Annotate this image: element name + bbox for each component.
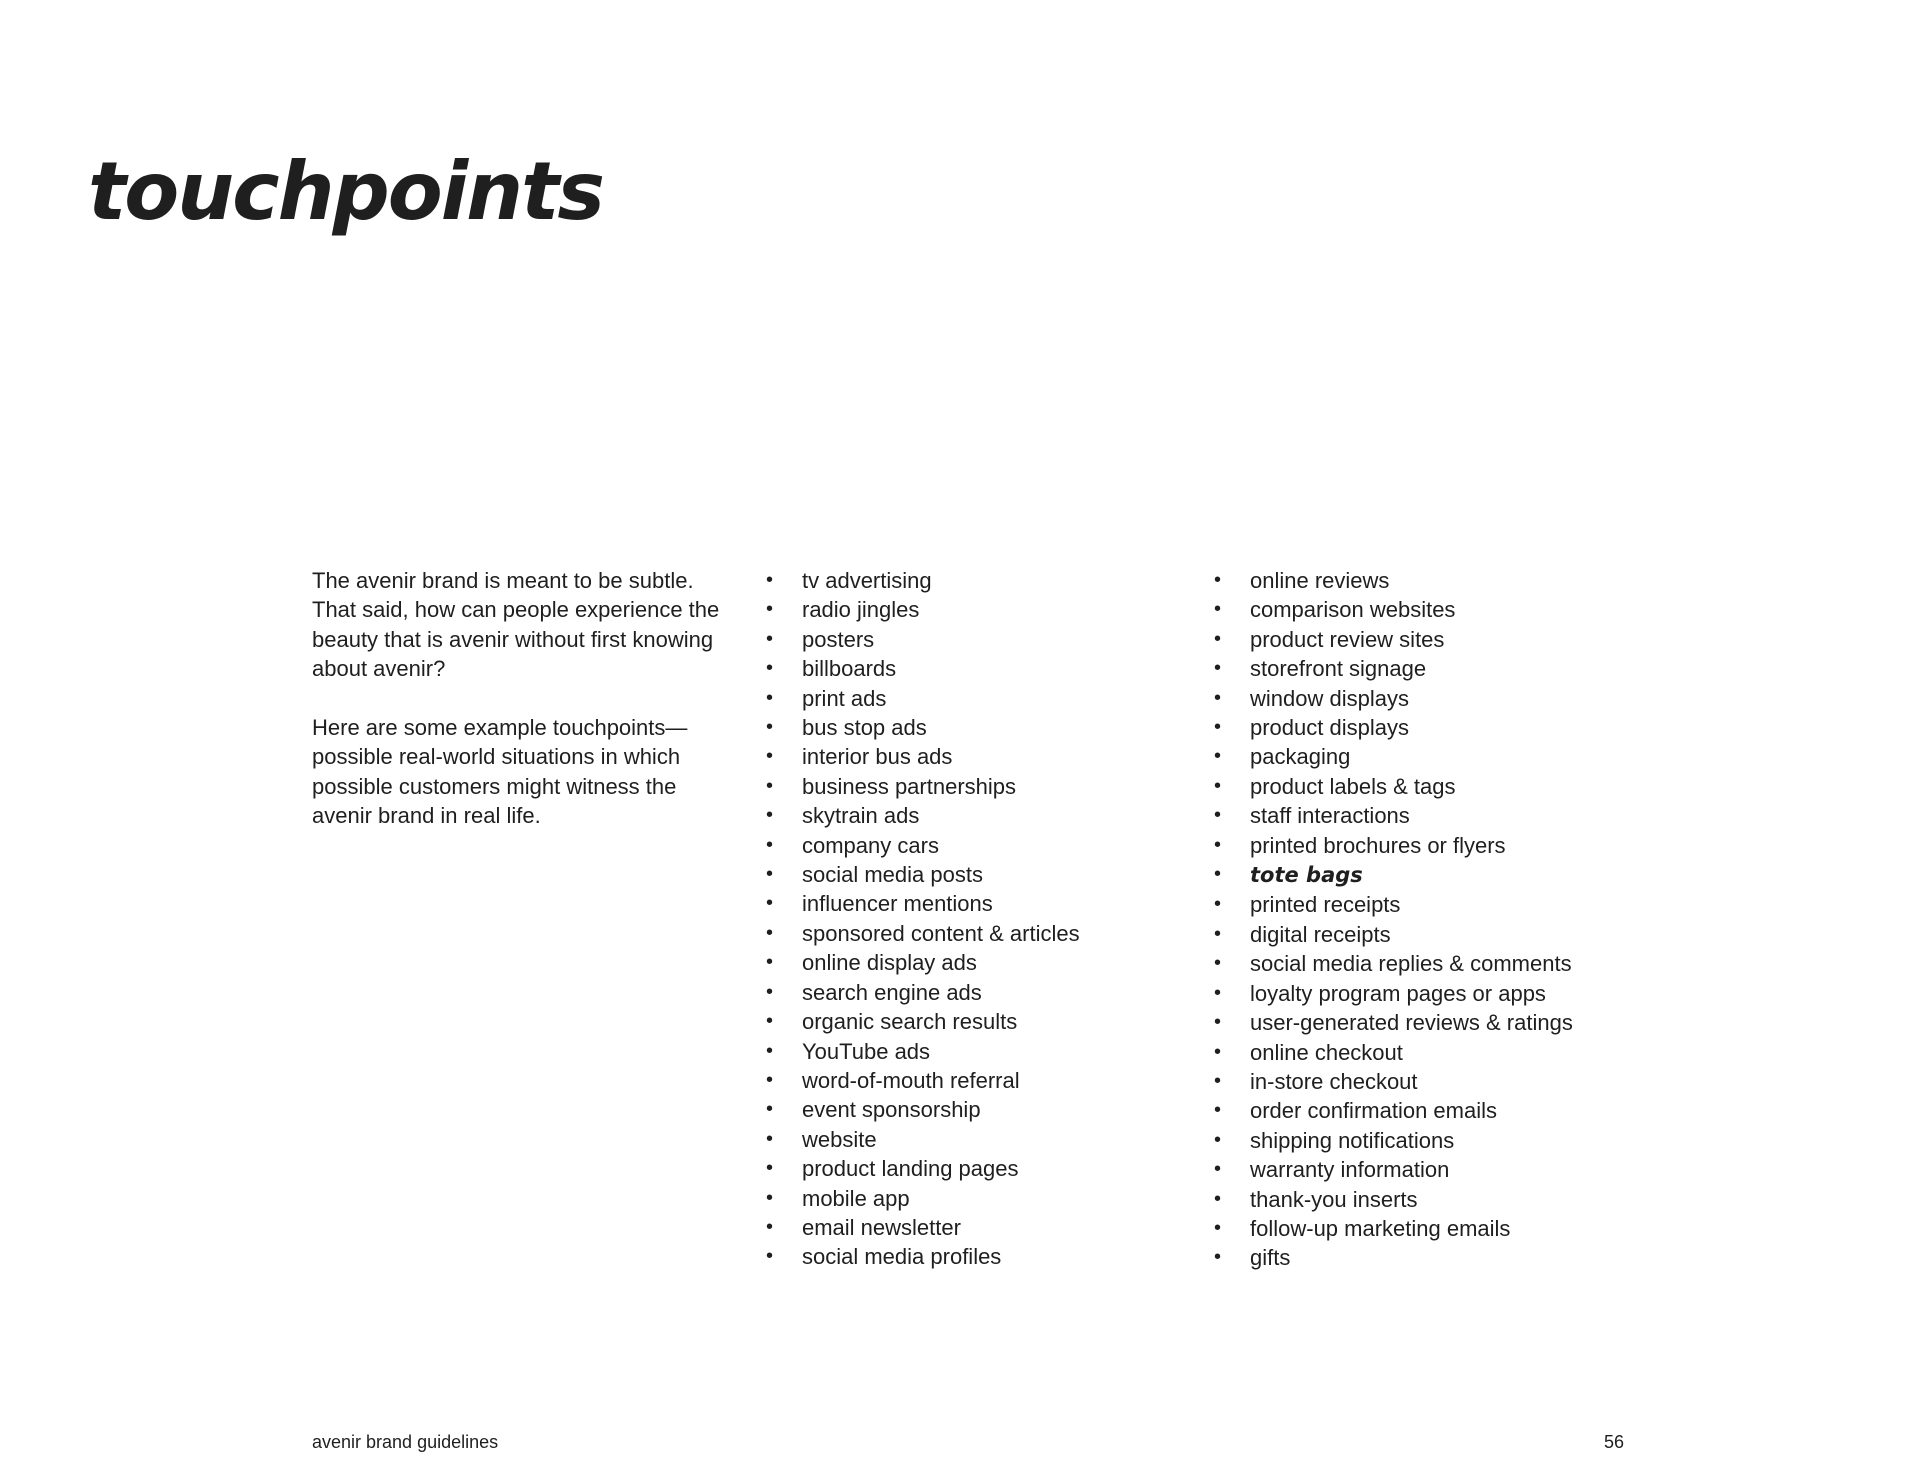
bullet-icon: •: [1214, 1040, 1222, 1063]
bullet-icon: •: [1214, 1128, 1222, 1151]
list-item: [1214, 949, 1634, 978]
list-item: [766, 1184, 1166, 1213]
intro-paragraph: Here are some example touchpoints—possible real-world situations in which possible customers might witness the avenir brand in real life.: [312, 715, 688, 829]
list-item-label: tv advertising: [802, 568, 932, 593]
list-item-label: organic search results: [802, 1009, 1018, 1035]
list-item: [766, 978, 1166, 1007]
bullet-icon: •: [766, 1127, 774, 1150]
list-item-label: social media posts: [802, 862, 983, 888]
list-item-label: product landing pages: [802, 1156, 1019, 1182]
list-item: [766, 1066, 1166, 1095]
bullet-icon: •: [1214, 863, 1222, 886]
list-item-label: mobile app: [802, 1185, 910, 1211]
list-item: [766, 684, 1166, 713]
list-item: [766, 1125, 1166, 1154]
list-item-label: printed brochures or flyers: [1250, 832, 1506, 858]
list-item-label: digital receipts: [1250, 921, 1391, 947]
list-item-label: staff interactions: [1250, 803, 1410, 829]
bullet-icon: •: [766, 804, 774, 827]
list-item: [766, 1037, 1166, 1066]
list-item: [766, 1007, 1166, 1036]
list-item-label: in-store checkout: [1250, 1068, 1418, 1094]
list-item-label: shipping notifications: [1250, 1127, 1455, 1153]
bullet-icon: •: [1214, 893, 1222, 916]
page-number: 56: [1604, 1432, 1625, 1452]
list-item: [1214, 1067, 1634, 1096]
bullet-icon: •: [1214, 981, 1222, 1004]
intro-paragraph: The avenir brand is meant to be subtle. That said, how can people experience the beauty that is avenir without first knowing about avenir?: [312, 568, 720, 682]
list-item-label: print ads: [802, 685, 887, 711]
list-item-label: thank-you inserts: [1250, 1186, 1418, 1212]
list-item-label: interior bus ads: [802, 744, 953, 770]
bullet-icon: •: [766, 686, 774, 709]
bullet-icon: •: [1214, 1099, 1222, 1122]
list-item-label: loyalty program pages or apps: [1250, 980, 1546, 1006]
list-item: [1214, 625, 1634, 654]
bullet-icon: •: [1214, 922, 1222, 945]
list-item: [1214, 1155, 1634, 1184]
bullet-icon: •: [766, 774, 774, 797]
list-item: [766, 566, 1166, 595]
list-item: [1214, 1185, 1634, 1214]
touchpoint-list-column-1: [766, 566, 1166, 1272]
list-item-label: social media replies & comments: [1250, 951, 1572, 977]
bullet-icon: •: [1214, 1246, 1222, 1269]
bullet-icon: •: [1214, 774, 1222, 797]
bullet-icon: •: [766, 1039, 774, 1062]
bullet-icon: •: [766, 980, 774, 1003]
bullet-icon: •: [1214, 745, 1222, 768]
list-item: [1214, 1096, 1634, 1125]
list-item: [1214, 1214, 1634, 1243]
list-item: [766, 948, 1166, 977]
list-item: [766, 1154, 1166, 1183]
bullet-icon: •: [1214, 1158, 1222, 1181]
bullet-icon: •: [766, 863, 774, 886]
list-item: [766, 713, 1166, 742]
list-item-label: online reviews: [1250, 568, 1390, 593]
list-item-label: skytrain ads: [802, 803, 920, 829]
bullet-icon: •: [766, 1186, 774, 1209]
bullet-icon: •: [1214, 952, 1222, 975]
bullet-icon: •: [766, 1068, 774, 1091]
list-item: [1214, 654, 1634, 683]
list-item: [766, 1213, 1166, 1242]
list-item: [1214, 860, 1634, 890]
list-item-label: influencer mentions: [802, 891, 993, 917]
list-item-label: bus stop ads: [802, 715, 927, 741]
list-item: [766, 772, 1166, 801]
bullet-icon: •: [1214, 1216, 1222, 1239]
bullet-icon: •: [1214, 686, 1222, 709]
list-item-label: product labels & tags: [1250, 773, 1456, 799]
list-item: [766, 625, 1166, 654]
list-item-label: comparison websites: [1250, 597, 1456, 623]
list-item: [766, 742, 1166, 771]
list-item: [766, 860, 1166, 889]
list-item: [766, 889, 1166, 918]
list-item: [1214, 1126, 1634, 1155]
bullet-icon: •: [766, 833, 774, 856]
list-item-label: sponsored content & articles: [802, 920, 1080, 946]
list-item-label: window displays: [1250, 685, 1409, 711]
bullet-icon: •: [1214, 804, 1222, 827]
list-item-label: gifts: [1250, 1245, 1291, 1271]
list-item-label: tote bags: [1250, 863, 1363, 888]
list-item: [766, 1242, 1166, 1271]
list-item-label: packaging: [1250, 744, 1351, 770]
list-item-label: billboards: [802, 656, 897, 682]
bullet-icon: •: [1214, 627, 1222, 650]
list-item-label: warranty information: [1250, 1157, 1450, 1183]
bullet-icon: •: [1214, 833, 1222, 856]
list-item-label: business partnerships: [802, 773, 1017, 799]
intro-text: [312, 566, 730, 860]
list-item: [1214, 742, 1634, 771]
list-item-label: event sponsorship: [802, 1097, 981, 1123]
list-item: [1214, 772, 1634, 801]
bullet-icon: •: [766, 1010, 774, 1033]
list-item: [1214, 831, 1634, 860]
list-item-label: order confirmation emails: [1250, 1098, 1497, 1124]
bullet-icon: •: [1214, 716, 1222, 739]
bullet-icon: •: [1214, 1069, 1222, 1092]
bullet-icon: •: [766, 892, 774, 915]
bullet-icon: •: [1214, 598, 1222, 621]
bullet-icon: •: [766, 598, 774, 621]
list-item-label: online checkout: [1250, 1039, 1403, 1065]
list-item-label: search engine ads: [802, 979, 982, 1005]
list-item: [1214, 920, 1634, 949]
list-item-label: user-generated reviews & ratings: [1250, 1010, 1573, 1036]
touchpoint-list-column-2: [1214, 566, 1634, 1273]
bullet-icon: •: [766, 951, 774, 974]
bullet-icon: •: [1214, 1187, 1222, 1210]
list-item-label: follow-up marketing emails: [1250, 1215, 1511, 1241]
list-item-label: YouTube ads: [802, 1038, 931, 1064]
list-item: [766, 831, 1166, 860]
list-item: [766, 919, 1166, 948]
list-item: [766, 654, 1166, 683]
list-item-label: radio jingles: [802, 597, 920, 623]
bullet-icon: •: [1214, 657, 1222, 680]
list-item: [1214, 595, 1634, 624]
list-item-label: website: [802, 1126, 877, 1152]
bullet-icon: •: [766, 1245, 774, 1268]
list-item: [766, 595, 1166, 624]
bullet-icon: •: [766, 627, 774, 650]
bullet-icon: •: [1214, 569, 1222, 591]
list-item-label: social media profiles: [802, 1244, 1002, 1270]
bullet-icon: •: [766, 921, 774, 944]
list-item-label: online display ads: [802, 950, 977, 976]
list-item: [766, 801, 1166, 830]
list-item-label: company cars: [802, 832, 939, 858]
list-item: [1214, 979, 1634, 1008]
bullet-icon: •: [766, 1098, 774, 1121]
bullet-icon: •: [766, 657, 774, 680]
bullet-icon: •: [766, 716, 774, 739]
list-item: [1214, 890, 1634, 919]
list-item-label: posters: [802, 626, 875, 652]
list-item: [1214, 1008, 1634, 1037]
bullet-icon: •: [766, 569, 774, 591]
list-item: [1214, 684, 1634, 713]
bullet-icon: •: [766, 745, 774, 768]
list-item: [766, 1095, 1166, 1124]
bullet-icon: •: [766, 1157, 774, 1180]
list-item: [1214, 801, 1634, 830]
list-item-label: product review sites: [1250, 626, 1445, 652]
list-item: [1214, 1038, 1634, 1067]
list-item-label: storefront signage: [1250, 656, 1427, 682]
list-item-label: word-of-mouth referral: [802, 1067, 1020, 1093]
bullet-icon: •: [766, 1215, 774, 1238]
list-item-label: email newsletter: [802, 1214, 961, 1240]
page-title: touchpoints: [88, 145, 603, 238]
list-item: [1214, 1243, 1634, 1272]
list-item-label: product displays: [1250, 715, 1409, 741]
footer-document-title: avenir brand guidelines: [312, 1432, 499, 1452]
bullet-icon: •: [1214, 1011, 1222, 1034]
list-item-label: printed receipts: [1250, 892, 1401, 918]
list-item: [1214, 713, 1634, 742]
list-item: [1214, 566, 1634, 595]
